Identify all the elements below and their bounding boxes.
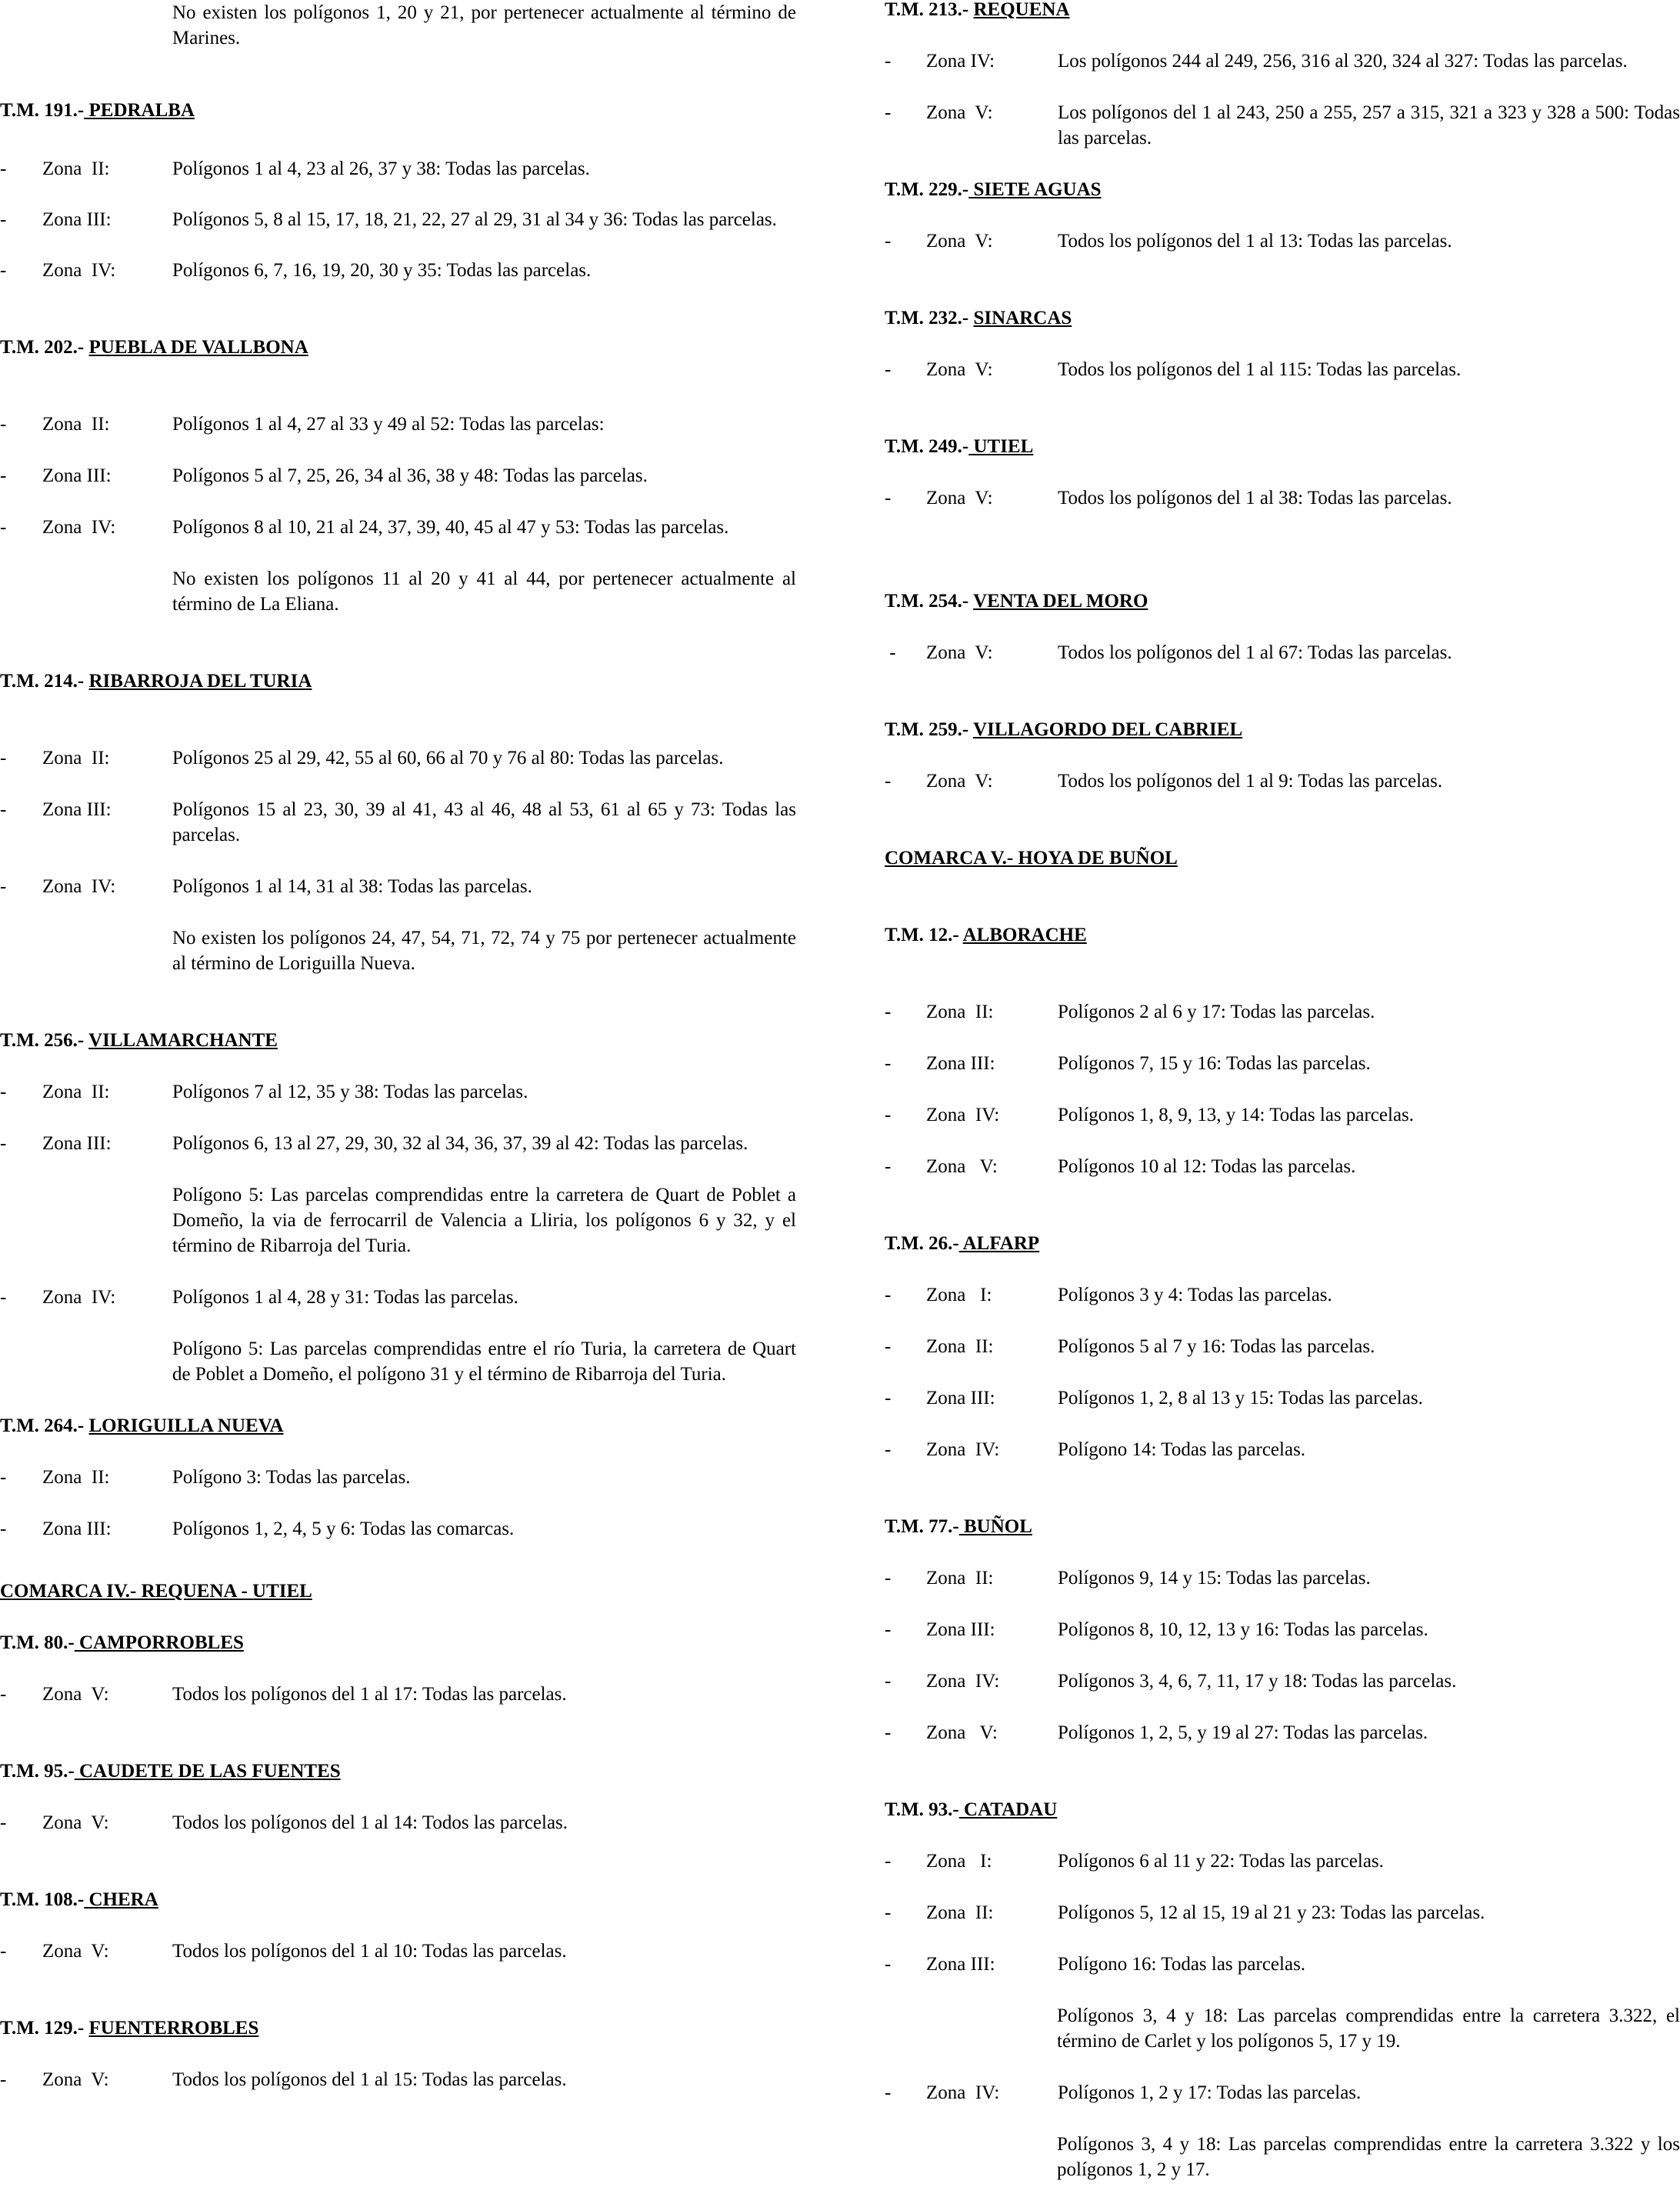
zone-row: - Zona III: Polígonos 5 al 7, 25, 26, 34 al 36, 38 y 48: Todas las parcelas.: [0, 465, 648, 486]
heading-tm229: T.M. 229.- SIETE AGUAS: [885, 179, 1102, 200]
zone-row: - Zona II: Polígonos 25 al 29, 42, 55 al 60, 66 al 70 y 76 al 80: Todas las parcelas.: [0, 748, 724, 768]
zone-row: - Zona IV: Polígonos 1 al 4, 28 y 31: Todas las parcelas.: [0, 1287, 518, 1308]
zone-row: - Zona V: Todos los polígonos del 1 al 10: Todas las parcelas.: [0, 1941, 567, 1962]
heading-comarca-iv: COMARCA IV.- REQUENA - UTIEL: [0, 1581, 312, 1602]
zone-row: - Zona V: Todos los polígonos del 1 al 115: Todas las parcelas.: [885, 359, 1462, 380]
heading-comarca-v: COMARCA V.- HOYA DE BUÑOL: [885, 848, 1178, 868]
zone-row: - Zona II: Polígonos 1 al 4, 27 al 33 y 49 al 52: Todas las parcelas:: [0, 414, 605, 435]
heading-tm108: T.M. 108.- CHERA: [0, 1889, 158, 1910]
left-column: [0, 0, 796, 2092]
zone-row: - Zona III: Polígonos 8, 10, 12, 13 y 16: Todas las parcelas.: [885, 1619, 1428, 1640]
zone-row: - Zona V: Polígonos 1, 2, 5, y 19 al 27: Todas las parcelas.: [885, 1722, 1428, 1743]
zone-row: - Zona IV: Los polígonos 244 al 249, 256, 316 al 320, 324 al 327: Todas las parcelas.: [885, 51, 1628, 72]
heading-tm256: T.M. 256.- VILLAMARCHANTE: [0, 1030, 278, 1051]
heading-tm249: T.M. 249.- UTIEL: [885, 436, 1034, 457]
heading-tm95: T.M. 95.- CAUDETE DE LAS FUENTES: [0, 1761, 341, 1782]
zone-row: - Zona II: Polígonos 5, 12 al 15, 19 al 21 y 23: Todas las parcelas.: [885, 1902, 1485, 1923]
right-column: [885, 0, 1680, 2182]
zone-row: - Zona III: Polígonos 6, 13 al 27, 29, 30, 32 al 34, 36, 37, 39 al 42: Todas las parcelas.: [0, 1133, 748, 1154]
zone-row: - Zona II: Polígonos 9, 14 y 15: Todas las parcelas.: [885, 1568, 1371, 1589]
zone-row: - Zona IV: Polígonos 3, 4, 6, 7, 11, 17 y 18: Todas las parcelas.: [885, 1671, 1457, 1692]
zone-row: - Zona II: Polígonos 7 al 12, 35 y 38: Todas las parcelas.: [0, 1082, 528, 1102]
zone-row: - Zona II: Polígonos 5 al 7 y 16: Todas las parcelas.: [885, 1336, 1375, 1357]
heading-tm191: T.M. 191.- PEDRALBA: [0, 100, 195, 121]
zone-row: - Zona V: Todos los polígonos del 1 al 17: Todas las parcelas.: [0, 1684, 567, 1705]
zone-row: - Zona V: Los polígonos del 1 al 243, 250 a 255, 257 a 315, 321 a 323 y 328 a 500: Todas las parcelas.: [885, 102, 1680, 148]
zone-row: - Zona IV: Polígonos 1 al 14, 31 al 38: Todas las parcelas.: [0, 876, 532, 897]
zone-row: - Zona IV: Polígonos 1, 8, 9, 13, y 14: Todas las parcelas.: [885, 1105, 1415, 1125]
note-tm256-b: Polígono 5: Las parcelas comprendidas entre el río Turia, la carretera de Quart de Poblet a Domeño, el polígono 31 y el término de Ribarroja del Turia.: [172, 1339, 796, 1385]
note-tm256-a: Polígono 5: Las parcelas comprendidas entre la carretera de Quart de Poblet a Domeño, la via de ferrocarril de Valencia a Lliria, los polígonos 6 y 32, y el término de Ribarroja del Turia.: [172, 1185, 796, 1256]
note-marines: No existen los polígonos 1, 20 y 21, por pertenecer actualmente al término de Marines.: [172, 2, 796, 48]
zone-row: - Zona III: Polígonos 5, 8 al 15, 17, 18, 21, 22, 27 al 29, 31 al 34 y 36: Todas las parcelas.: [0, 209, 777, 230]
zone-row: - Zona IV: Polígonos 6, 7, 16, 19, 20, 30 y 35: Todas las parcelas.: [0, 260, 592, 281]
zone-row: - Zona II: Polígonos 1 al 4, 23 al 26, 37 y 38: Todas las parcelas.: [0, 158, 590, 179]
zone-row: - Zona V: Todos los polígonos del 1 al 67: Todas las parcelas.: [885, 642, 1452, 663]
zone-row: - Zona III: Polígonos 1, 2, 8 al 13 y 15: Todas las parcelas.: [885, 1388, 1423, 1409]
heading-tm214: T.M. 214.- RIBARROJA DEL TURIA: [0, 671, 312, 692]
zone-row: - Zona IV: Polígonos 8 al 10, 21 al 24, 37, 39, 40, 45 al 47 y 53: Todas las parcelas.: [0, 517, 729, 538]
zone-row: - Zona V: Todos los polígonos del 1 al 15: Todas las parcelas.: [0, 2069, 567, 2090]
heading-tm26: T.M. 26.- ALFARP: [885, 1233, 1040, 1254]
zone-row: - Zona V: Polígonos 10 al 12: Todas las parcelas.: [885, 1156, 1356, 1177]
heading-tm259: T.M. 259.- VILLAGORDO DEL CABRIEL: [885, 719, 1243, 740]
zone-row: - Zona I: Polígonos 3 y 4: Todas las parcelas.: [885, 1285, 1332, 1305]
heading-tm232: T.M. 232.- SINARCAS: [885, 308, 1072, 328]
note-tm93-b: Polígonos 3, 4 y 18: Las parcelas comprendidas entre la carretera 3.322 y los polígonos 1, 2 y 17.: [1057, 2134, 1680, 2180]
heading-tm80: T.M. 80.- CAMPORROBLES: [0, 1632, 244, 1653]
zone-row: - Zona V: Todos los polígonos del 1 al 14: Todos las parcelas.: [0, 1812, 568, 1833]
zone-row: - Zona V: Todos los polígonos del 1 al 38: Todas las parcelas.: [885, 488, 1452, 508]
heading-tm213: T.M. 213.- REQUENA: [885, 0, 1070, 20]
heading-tm12: T.M. 12.- ALBORACHE: [885, 925, 1087, 945]
heading-tm93: T.M. 93.- CATADAU: [885, 1799, 1058, 1820]
zone-row: - Zona III: Polígonos 15 al 23, 30, 39 al 41, 43 al 46, 48 al 53, 61 al 65 y 73: Todas las parcelas.: [0, 799, 796, 845]
heading-tm129: T.M. 129.- FUENTERROBLES: [0, 2018, 259, 2039]
zone-row: - Zona IV: Polígonos 1, 2 y 17: Todas las parcelas.: [885, 2082, 1362, 2103]
zone-row: - Zona IV: Polígono 14: Todas las parcelas.: [885, 1439, 1306, 1460]
zone-row: - Zona II: Polígono 3: Todas las parcelas.: [0, 1467, 411, 1488]
heading-tm77: T.M. 77.- BUÑOL: [885, 1516, 1032, 1537]
zone-row: - Zona III: Polígono 16: Todas las parcelas.: [885, 1954, 1306, 1975]
zone-row: - Zona III: Polígonos 1, 2, 4, 5 y 6: Todas las comarcas.: [0, 1519, 515, 1539]
note-tm214: No existen los polígonos 24, 47, 54, 71, 72, 74 y 75 por pertenecer actualmente al término de Loriguilla Nueva.: [172, 928, 796, 974]
zone-row: - Zona III: Polígonos 7, 15 y 16: Todas las parcelas.: [885, 1053, 1371, 1074]
zone-row: - Zona V: Todos los polígonos del 1 al 9: Todas las parcelas.: [885, 771, 1443, 792]
zone-row: - Zona I: Polígonos 6 al 11 y 22: Todas las parcelas.: [885, 1851, 1384, 1872]
heading-tm254: T.M. 254.- VENTA DEL MORO: [885, 591, 1148, 612]
zone-row: - Zona V: Todos los polígonos del 1 al 13: Todas las parcelas.: [885, 231, 1452, 252]
note-tm202: No existen los polígonos 11 al 20 y 41 al 44, por pertenecer actualmente al término de La Eliana.: [172, 568, 796, 615]
zone-row: - Zona II: Polígonos 2 al 6 y 17: Todas las parcelas.: [885, 1002, 1375, 1022]
heading-tm264: T.M. 264.- LORIGUILLA NUEVA: [0, 1415, 284, 1436]
note-tm93-a: Polígonos 3, 4 y 18: Las parcelas comprendidas entre la carretera 3.322, el término de Carlet y los polígonos 5, 17 y 19.: [1057, 2005, 1680, 2052]
heading-tm202: T.M. 202.- PUEBLA DE VALLBONA: [0, 337, 308, 358]
